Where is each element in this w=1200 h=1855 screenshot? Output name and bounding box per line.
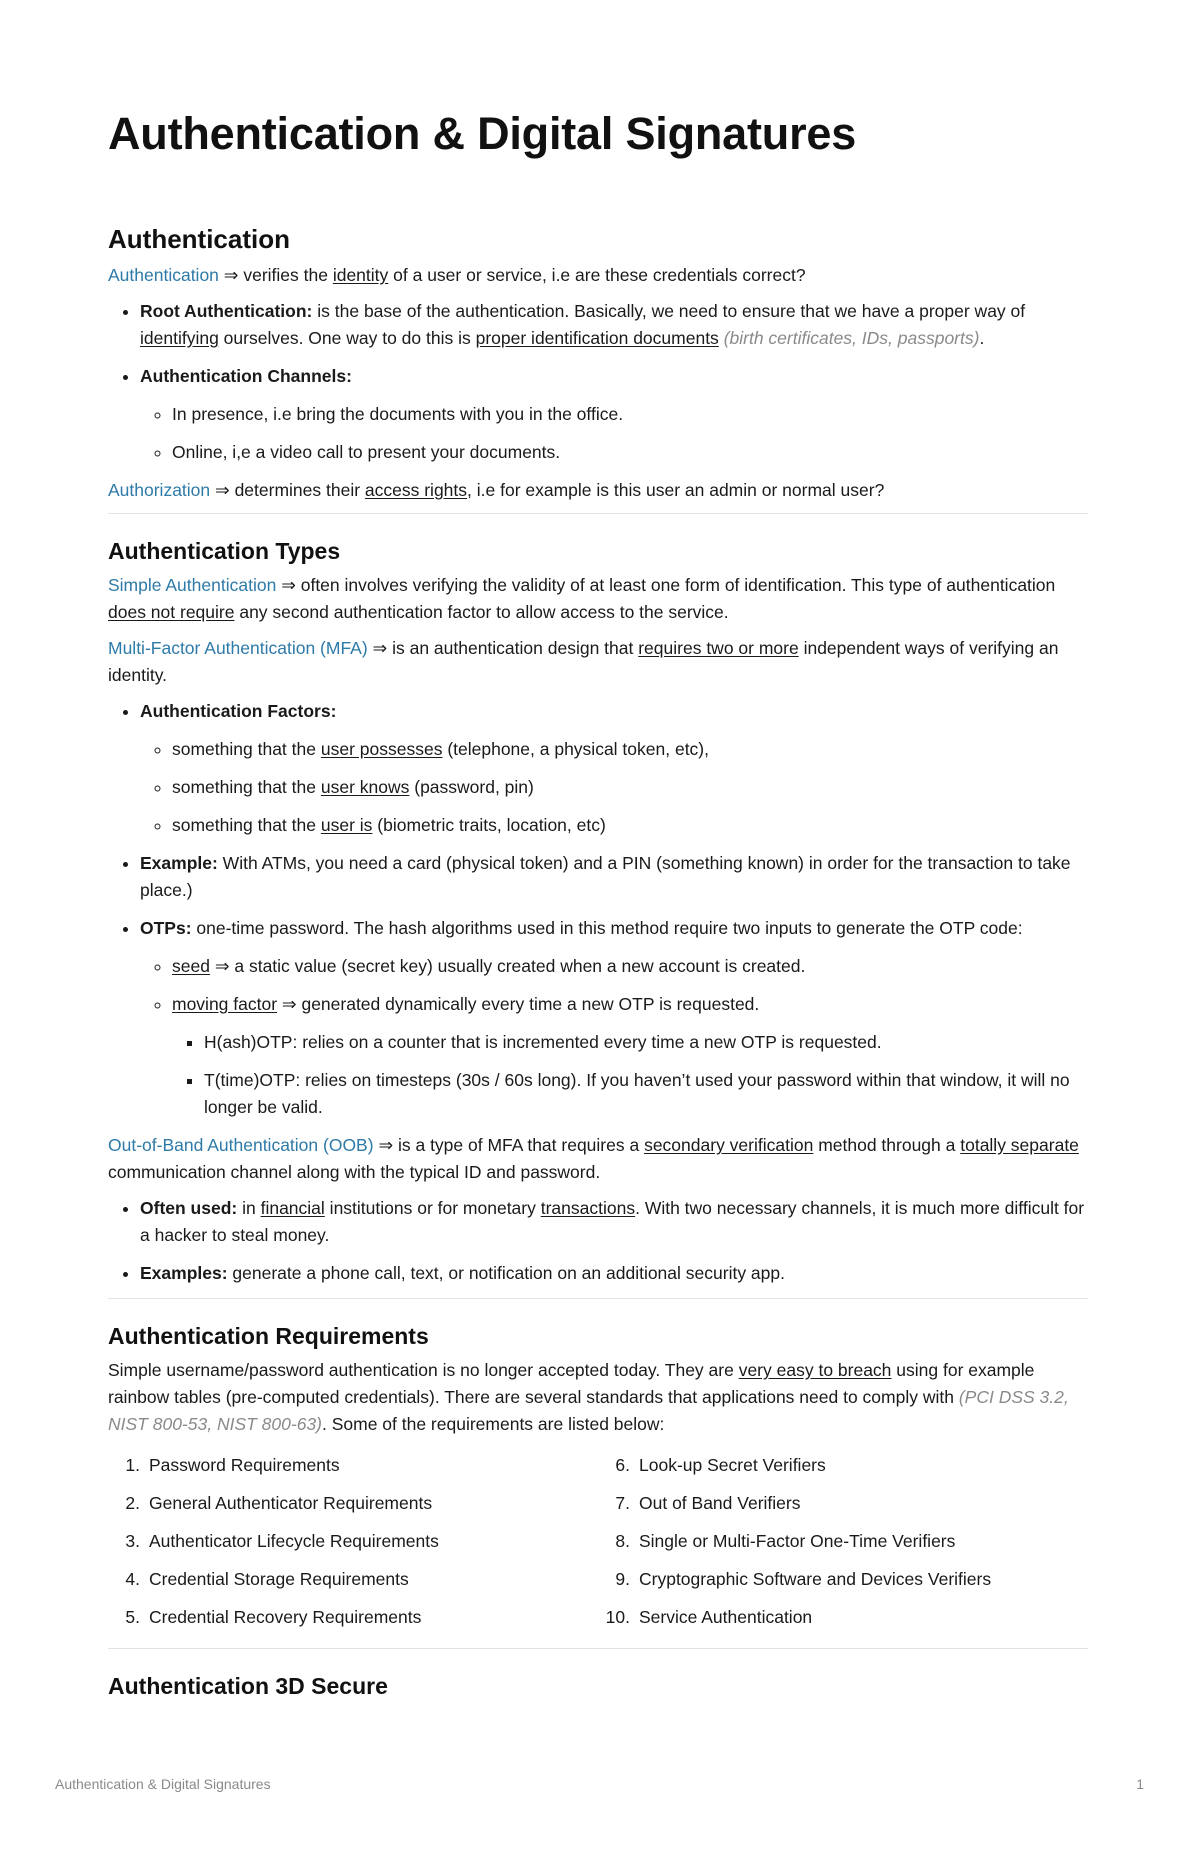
list-item-root-authentication: • Root Authentication: is the base of the authentication. Basically, we need to ensure that we have a proper way of identifying ourselves. One way to do this is proper identification documents (birth certificates, IDs, passports).	[140, 298, 1088, 352]
mfa-bullets	[108, 698, 1088, 1121]
footer-page-number: 1	[1136, 1776, 1144, 1792]
divider	[108, 1648, 1088, 1649]
arrow-icon: ⇒	[214, 956, 230, 976]
list-item-requirement: 6. Look-up Secret Verifiers	[615, 1455, 826, 1475]
list-item-factor: ◦ something that the user possesses (telephone, a physical token, etc),	[172, 736, 1088, 763]
arrow-icon: ⇒	[378, 1135, 394, 1155]
requirements-paragraph: Simple username/password authentication is no longer accepted today. They are very easy to breach using for example rainbow tables (pre-computed credentials). There are several standards that applications need to comply with (PCI DSS 3.2, NIST 800-53, NIST 800-63). Some of the requirements are listed below:	[108, 1360, 1069, 1434]
list-item-requirement: 8. Single or Multi-Factor One-Time Verifiers	[615, 1531, 956, 1551]
section-heading-authentication: Authentication	[108, 224, 290, 254]
requirements-column-right	[598, 1452, 1088, 1642]
oob-definition: Out-of-Band Authentication (OOB) ⇒ is a type of MFA that requires a secondary verification method through a totally separate communication channel along with the typical ID and password.	[108, 1135, 1079, 1182]
list-item-otps: • OTPs: one-time password. The hash algorithms used in this method require two inputs to generate the OTP code: ◦ seed ⇒ a static value (secret key) usually created when a new account is created. ◦ moving factor ⇒ generated dynamically every time a new OTP is requested. ▪ H(ash)OTP: relies on a counter that is incremented every time a new OTP is requested. ▪ T(time)OTP: relies on timesteps (30s / 60s long). If you haven’t used your password within that window, it will no longer be valid.	[140, 915, 1088, 1121]
term-mfa: Multi-Factor Authentication (MFA)	[108, 638, 368, 658]
footer-title: Authentication & Digital Signatures	[55, 1776, 271, 1792]
list-item-example: • Example: With ATMs, you need a card (physical token) and a PIN (something known) in order for the transaction to take place.)	[140, 850, 1088, 904]
list-item-requirement: 5. Credential Recovery Requirements	[125, 1607, 422, 1627]
mfa-definition: Multi-Factor Authentication (MFA) ⇒ is an authentication design that requires two or more independent ways of verifying an identity.	[108, 638, 1059, 685]
list-item-requirement: 9. Cryptographic Software and Devices Verifiers	[615, 1569, 992, 1589]
authentication-bullets	[108, 298, 1088, 466]
requirements-column-left	[108, 1452, 598, 1642]
list-item-channel: ◦ In presence, i.e bring the documents with you in the office.	[172, 401, 1088, 428]
arrow-icon: ⇒	[281, 994, 297, 1014]
simple-authentication-definition: Simple Authentication ⇒ often involves verifying the validity of at least one form of identification. This type of authentication does not require any second authentication factor to allow access to the service.	[108, 575, 1056, 622]
list-item-factor: ◦ something that the user is (biometric traits, location, etc)	[172, 812, 1088, 839]
list-item-channel: ◦ Online, i,e a video call to present your documents.	[172, 439, 1088, 466]
divider	[108, 1298, 1088, 1299]
arrow-icon: ⇒	[372, 638, 388, 658]
authentication-definition: Authentication ⇒ verifies the identity of a user or service, i.e are these credentials correct?	[108, 265, 806, 285]
list-item-factor: ◦ something that the user knows (password, pin)	[172, 774, 1088, 801]
divider	[108, 513, 1088, 514]
arrow-icon: ⇒	[281, 575, 296, 595]
list-item-authentication-channels: • Authentication Channels: ◦ In presence, i.e bring the documents with you in the office. ◦ Online, i,e a video call to present your documents.	[140, 363, 1088, 466]
term-oob: Out-of-Band Authentication (OOB)	[108, 1135, 374, 1155]
list-item-requirement: 7. Out of Band Verifiers	[615, 1493, 801, 1513]
term-authentication: Authentication	[108, 265, 219, 285]
list-item-hotp: ▪ H(ash)OTP: relies on a counter that is incremented every time a new OTP is requested.	[204, 1029, 1088, 1056]
oob-bullets	[108, 1195, 1088, 1287]
term-authorization: Authorization	[108, 480, 211, 500]
list-item-requirement: 10. Service Authentication	[605, 1607, 813, 1627]
list-item-seed: ◦ seed ⇒ a static value (secret key) usually created when a new account is created.	[172, 953, 1088, 980]
term-simple-authentication: Simple Authentication	[108, 575, 277, 595]
section-heading-3d-secure: Authentication 3D Secure	[108, 1673, 388, 1699]
section-heading-authentication-requirements: Authentication Requirements	[108, 1323, 429, 1349]
section-heading-authentication-types: Authentication Types	[108, 538, 341, 564]
document-title: Authentication & Digital Signatures	[108, 108, 857, 159]
list-item-requirement: 3. Authenticator Lifecycle Requirements	[125, 1531, 439, 1551]
list-item-often-used: • Often used: in financial institutions or for monetary transactions. With two necessary channels, it is much more difficult for a hacker to steal money.	[140, 1195, 1088, 1249]
list-item-totp: ▪ T(time)OTP: relies on timesteps (30s / 60s long). If you haven’t used your password within that window, it will no longer be valid.	[204, 1067, 1088, 1121]
requirements-list	[108, 1452, 1088, 1642]
list-item-requirement: 4. Credential Storage Requirements	[125, 1569, 409, 1589]
arrow-icon: ⇒	[215, 480, 230, 500]
list-item-requirement: 2. General Authenticator Requirements	[125, 1493, 433, 1513]
list-item-requirement: 1. Password Requirements	[125, 1455, 340, 1475]
authorization-definition: Authorization ⇒ determines their access rights, i.e for example is this user an admin or normal user?	[108, 480, 885, 500]
document-body	[108, 222, 1088, 1707]
list-item-authentication-factors: • Authentication Factors: ◦ something that the user possesses (telephone, a physical token, etc), ◦ something that the user knows (password, pin) ◦ something that the user is (biometric traits, location, etc)	[140, 698, 1088, 839]
arrow-icon: ⇒	[223, 265, 239, 285]
list-item-examples: • Examples: generate a phone call, text, or notification on an additional security app.	[140, 1260, 1088, 1287]
list-item-moving-factor: ◦ moving factor ⇒ generated dynamically every time a new OTP is requested. ▪ H(ash)OTP: relies on a counter that is incremented every time a new OTP is requested. ▪ T(time)OTP: relies on timesteps (30s / 60s long). If you haven’t used your password within that window, it will no longer be valid.	[172, 991, 1088, 1121]
